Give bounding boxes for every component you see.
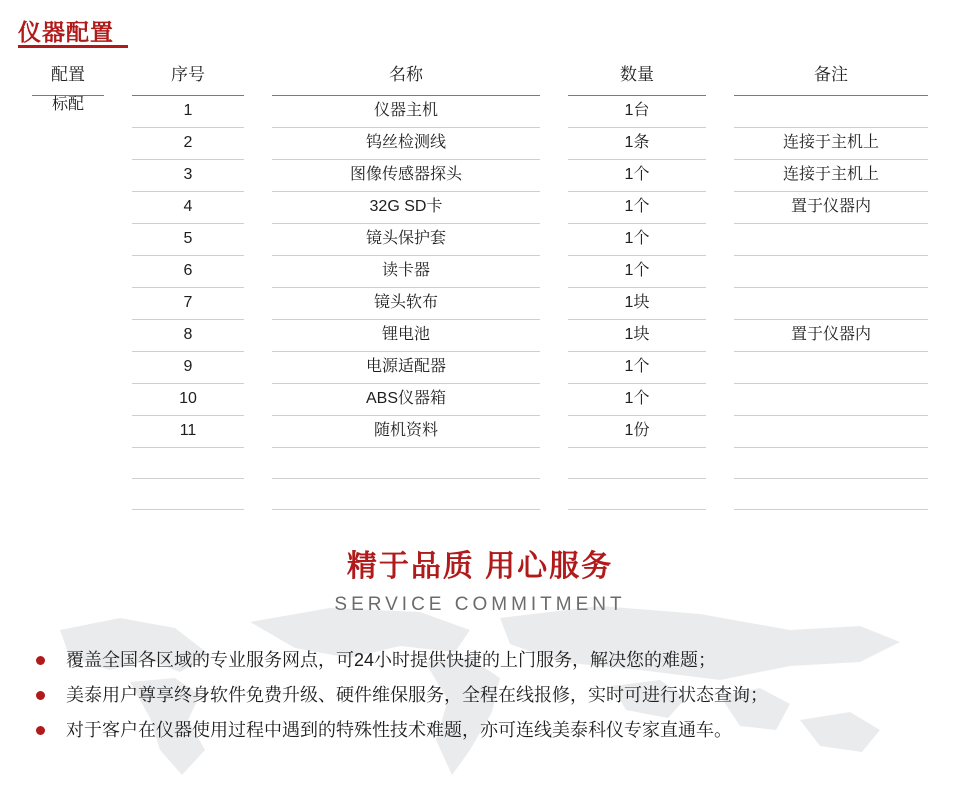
cell-quantity	[554, 383, 720, 415]
cell-name	[258, 383, 554, 415]
cell-name-text: 仪器主机	[272, 95, 540, 128]
list-item	[24, 645, 944, 676]
cell-remark	[720, 159, 942, 191]
cell-name-text: 随机资料	[272, 415, 540, 448]
cell-index-text: 2	[132, 127, 244, 160]
bullet-dot-icon	[36, 726, 45, 735]
cell-name-text: 锂电池	[272, 319, 540, 352]
column-header-name: 名称	[258, 56, 554, 95]
cell-index-text: 4	[132, 191, 244, 224]
cell-remark	[720, 447, 942, 478]
cell-name	[258, 159, 554, 191]
cell-quantity	[554, 287, 720, 319]
cell-quantity-text: 1个	[568, 159, 706, 192]
cell-remark	[720, 478, 942, 509]
table-row	[18, 319, 942, 351]
cell-name-text: 钨丝检测线	[272, 127, 540, 160]
bullet-dot-icon	[36, 656, 45, 665]
list-item-text: 美泰用户尊享终身软件免费升级、硬件维保服务，全程在线报修，实时可进行状态查询；	[66, 685, 768, 705]
column-header-quantity: 数量	[554, 56, 720, 95]
cell-index	[118, 159, 258, 191]
cell-name-text: 电源适配器	[272, 351, 540, 384]
cell-quantity	[554, 127, 720, 159]
cell-index-text: 7	[132, 287, 244, 320]
table-row	[18, 159, 942, 191]
config-group-label	[18, 95, 118, 509]
cell-index	[118, 127, 258, 159]
cell-quantity	[554, 191, 720, 223]
cell-remark-text	[734, 351, 928, 384]
cell-index-text: 3	[132, 159, 244, 192]
cell-quantity	[554, 478, 720, 509]
cell-name-text: 镜头软布	[272, 287, 540, 320]
cell-name	[258, 478, 554, 509]
cell-quantity	[554, 319, 720, 351]
cell-quantity-text: 1块	[568, 319, 706, 352]
cell-index	[118, 351, 258, 383]
cell-quantity	[554, 255, 720, 287]
title-underline	[18, 45, 128, 48]
cell-name	[258, 351, 554, 383]
list-item	[24, 680, 944, 711]
config-group-label-text: 标配	[51, 96, 84, 113]
cell-remark-text	[734, 447, 928, 479]
cell-name-text	[272, 478, 540, 510]
list-item-text: 对于客户在仪器使用过程中遇到的特殊性技术难题，亦可连线美泰科仪专家直通车。	[66, 720, 732, 740]
table-row	[18, 191, 942, 223]
cell-remark	[720, 287, 942, 319]
cell-remark-text: 连接于主机上	[734, 159, 928, 192]
cell-remark	[720, 191, 942, 223]
cell-remark-text: 置于仪器内	[734, 319, 928, 352]
cell-index-text: 10	[132, 383, 244, 416]
cell-quantity-text: 1个	[568, 383, 706, 416]
cell-index	[118, 95, 258, 127]
cell-name	[258, 415, 554, 447]
cell-remark-text	[734, 383, 928, 416]
cell-index-text: 5	[132, 223, 244, 256]
table-body	[18, 95, 942, 509]
cell-quantity-text: 1台	[568, 95, 706, 128]
cell-index	[118, 319, 258, 351]
table-row	[18, 255, 942, 287]
cell-quantity	[554, 351, 720, 383]
cell-quantity-text	[568, 447, 706, 479]
cell-quantity	[554, 159, 720, 191]
cell-index	[118, 223, 258, 255]
table-row	[18, 415, 942, 447]
column-header-remark: 备注	[720, 56, 942, 95]
table-row	[18, 287, 942, 319]
cell-name-text: 图像传感器探头	[272, 159, 540, 192]
cell-remark	[720, 351, 942, 383]
cell-index-text: 8	[132, 319, 244, 352]
cell-quantity-text: 1条	[568, 127, 706, 160]
cell-name	[258, 127, 554, 159]
cell-name	[258, 223, 554, 255]
list-item	[24, 715, 944, 746]
cell-name-text	[272, 447, 540, 479]
cell-remark	[720, 223, 942, 255]
cell-quantity-text: 1个	[568, 191, 706, 224]
cell-remark	[720, 255, 942, 287]
cell-remark	[720, 95, 942, 127]
cell-quantity	[554, 95, 720, 127]
cell-quantity-text: 1个	[568, 351, 706, 384]
cell-name-text: 32G SD卡	[272, 191, 540, 224]
cell-name	[258, 319, 554, 351]
cell-index-text: 1	[132, 95, 244, 128]
cell-quantity	[554, 415, 720, 447]
cell-index-text: 9	[132, 351, 244, 384]
cell-remark-text: 置于仪器内	[734, 191, 928, 224]
table-row	[18, 383, 942, 415]
cell-index	[118, 478, 258, 509]
list-item-text: 覆盖全国各区域的专业服务网点，可24小时提供快捷的上门服务，解决您的难题；	[66, 650, 717, 670]
cell-name	[258, 95, 554, 127]
cell-remark-text	[734, 478, 928, 510]
cell-quantity-text: 1块	[568, 287, 706, 320]
table-header-row	[18, 56, 942, 95]
cell-remark-text: 连接于主机上	[734, 127, 928, 160]
bullet-dot-icon	[36, 691, 45, 700]
cell-remark-text	[734, 223, 928, 256]
cell-remark	[720, 383, 942, 415]
cell-remark	[720, 415, 942, 447]
cell-name-text: 镜头保护套	[272, 223, 540, 256]
cell-name	[258, 191, 554, 223]
cell-name-text: 读卡器	[272, 255, 540, 288]
cell-quantity	[554, 223, 720, 255]
cell-remark-text	[734, 287, 928, 320]
cell-remark	[720, 127, 942, 159]
cell-name	[258, 255, 554, 287]
cell-remark-text	[734, 255, 928, 288]
service-bullet-list	[24, 645, 944, 750]
cell-index	[118, 255, 258, 287]
table-row	[18, 95, 942, 127]
cell-name-text: ABS仪器箱	[272, 383, 540, 416]
instrument-configuration-table	[18, 56, 942, 509]
column-header-index: 序号	[118, 56, 258, 95]
column-header-config: 配置	[18, 56, 118, 95]
cell-index	[118, 415, 258, 447]
cell-index	[118, 191, 258, 223]
cell-remark	[720, 319, 942, 351]
cell-quantity-text: 1个	[568, 255, 706, 288]
cell-name	[258, 447, 554, 478]
cell-quantity-text: 1个	[568, 223, 706, 256]
service-title-en: SERVICE COMMITMENT	[334, 593, 626, 615]
cell-name	[258, 287, 554, 319]
table-row	[18, 223, 942, 255]
page-title: 仪器配置	[18, 19, 114, 45]
table-row	[18, 351, 942, 383]
cell-quantity	[554, 447, 720, 478]
cell-index-text	[132, 447, 244, 479]
service-title-cn: 精于品质 用心服务	[346, 550, 614, 583]
cell-index-text: 11	[132, 415, 244, 448]
table-row	[18, 127, 942, 159]
cell-index	[118, 383, 258, 415]
cell-remark-text	[734, 415, 928, 448]
cell-index-text	[132, 478, 244, 510]
cell-index	[118, 447, 258, 478]
cell-index	[118, 287, 258, 319]
table-row	[18, 447, 942, 478]
table-row	[18, 478, 942, 509]
cell-remark-text	[734, 95, 928, 128]
cell-index-text: 6	[132, 255, 244, 288]
cell-quantity-text: 1份	[568, 415, 706, 448]
cell-quantity-text	[568, 478, 706, 510]
